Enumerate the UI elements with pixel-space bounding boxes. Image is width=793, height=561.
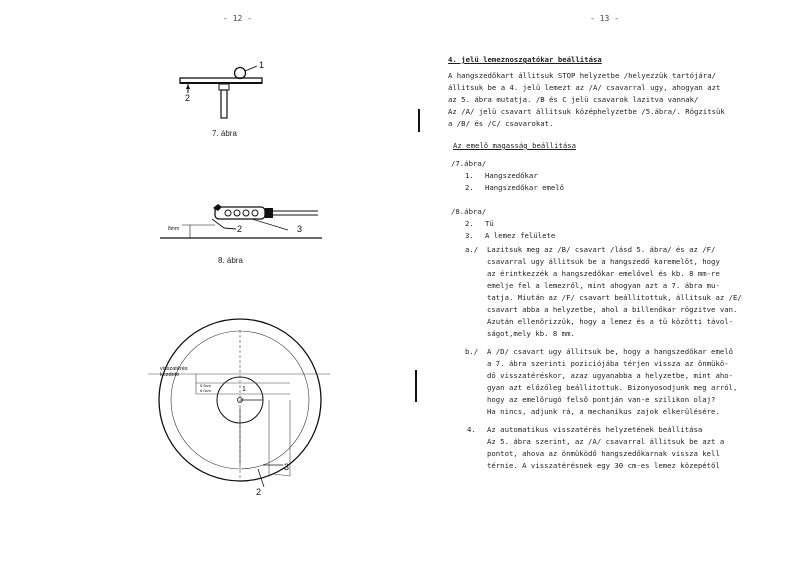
item-a-line-7: Azután ellenőrizzük, hogy a lemez és a tü közötti távol- (487, 317, 734, 326)
fig8-item-2-text: Tü (485, 219, 494, 228)
para1-line-1: A hangszedőkart állitsuk STOP helyzetbe /helyezzük tartójára/ (448, 71, 716, 80)
figure-5-disc-drawing (0, 0, 1, 1)
fig7-item-1-num: 1. (465, 171, 474, 180)
fig7-item-1-text: Hangszedőkar (485, 171, 538, 180)
fig5-measures (200, 383, 211, 393)
fig8-callout-3: 3 (297, 224, 303, 234)
fig8-item-3-num: 3. (465, 231, 474, 240)
fig5-callout-2: 2 (256, 487, 262, 497)
fig5-label-line1: visszatérés (160, 366, 188, 372)
item-4-line-2: Az 5. ábra szerint, az /A/ csavarral állitsuk be azt a (487, 437, 725, 446)
item-b-line-1: A /D/ csavart ugy állitsuk be, hogy a hangszedőkar emelő (487, 347, 734, 356)
fig7-caption: 7. ábra (212, 129, 237, 138)
fig7-callout-2: 2 (185, 93, 191, 103)
item-b-line-2: a 7. ábra szerinti poziciójába térjen vissza az önmükö- (487, 359, 729, 368)
fig5-measure-1: 5.5cm (200, 383, 211, 388)
item-a-line-5: tatja. Miután az /F/ csavart beállitottuk, állitsuk az /E/ (487, 293, 742, 302)
section-heading-4: 4. jelü lemeznoszgatókar beállitása (448, 55, 602, 64)
item-a-line-4: emelje fel a lemezről, mint ahogyan azt a 7. ábra mu- (487, 281, 720, 290)
item-b-line-4: gyan azt előzőleg beállitottuk. Bizonyosodjunk meg arról, (487, 383, 738, 392)
para1-line-3: az 5. ábra mutatja. /B és C jelü csavarok lazitva vannak/ (448, 95, 699, 104)
para1-line-4: Az /A/ jelü csavart állitsuk középhelyzetbe /5.ábra/. Rögzitsük (448, 107, 725, 116)
page-number-left: - 12 - (223, 14, 252, 23)
item-4-marker: 4. (467, 425, 476, 434)
item-a-line-1: Lazitsuk meg az /B/ csavart /lásd 5. ábra/ és az /F/ (487, 245, 716, 254)
fig5-measure-2: 6.0cm (200, 388, 211, 393)
item-a-marker: a./ (465, 245, 479, 254)
fig7-callout-1: 1 (259, 60, 265, 70)
item-b-line-5: hogy az emelőrugó felső pontján van-e szilikon olaj? (487, 395, 716, 404)
fig8-callout-2: 2 (237, 224, 243, 234)
page-number-right: - 13 - (590, 14, 619, 23)
item-a-line-2: csavarral ugy állitsuk be a hangszedő karemelőt, hogy (487, 257, 720, 266)
item-a-line-8: ságot,mely kb. 8 mm. (487, 329, 575, 338)
fig8-caption: 8. ábra (218, 256, 243, 265)
item-4-line-4: térnie. A visszatérésnek egy 30 cm-es lemez közepétől (487, 461, 720, 470)
fig5-callout-3: 3 (284, 462, 290, 472)
fig8-reference: /8.ábra/ (451, 207, 487, 216)
margin-bar-1 (418, 109, 420, 132)
fig7-reference: /7.ábra/ (451, 159, 487, 168)
item-4-line-3: pontot, ahova az önmüködő hangszedőkarnak vissza kell (487, 449, 720, 458)
para1-line-2: állitsuk be a 4. jelü lemezt az /A/ csavarral ugy, ahogyan azt (448, 83, 721, 92)
fig8-item-2-num: 2. (465, 219, 474, 228)
item-a-line-6: csavart abba a helyzetbe, ahol a billenőkar rögzitve van. (487, 305, 738, 314)
fig7-item-2-num: 2. (465, 183, 474, 192)
fig5-return-start-label (160, 366, 188, 378)
fig8-item-3-text: A lemez felülete (485, 231, 556, 240)
section-heading-lift: Az emelő magasság beállitása (453, 141, 577, 150)
margin-bar-2 (415, 370, 417, 402)
para1-line-5: a /B/ és /C/ csavarokat. (448, 119, 554, 128)
fig5-label-line2: kezdete (160, 372, 180, 378)
fig5-callout-1: 1 (242, 386, 246, 393)
item-b-line-6: Ha nincs, adjunk rá, a mechanikus zajok elkerülésére. (487, 407, 720, 416)
item-b-line-3: dő visszatéréskor, azaz ugyanabba a helyzetbe, mint aho- (487, 371, 734, 380)
item-a-line-3: az érintkezzék a hangszedőkar emelővel és kb. 8 mm-re (487, 269, 720, 278)
fig7-item-2-text: Hangszedőkar emelő (485, 183, 565, 192)
item-b-marker: b./ (465, 347, 479, 356)
fig8-dimension: 8mm (168, 226, 180, 232)
item-4-line-1: Az automatikus visszatérés helyzetének beállitása (487, 425, 703, 434)
